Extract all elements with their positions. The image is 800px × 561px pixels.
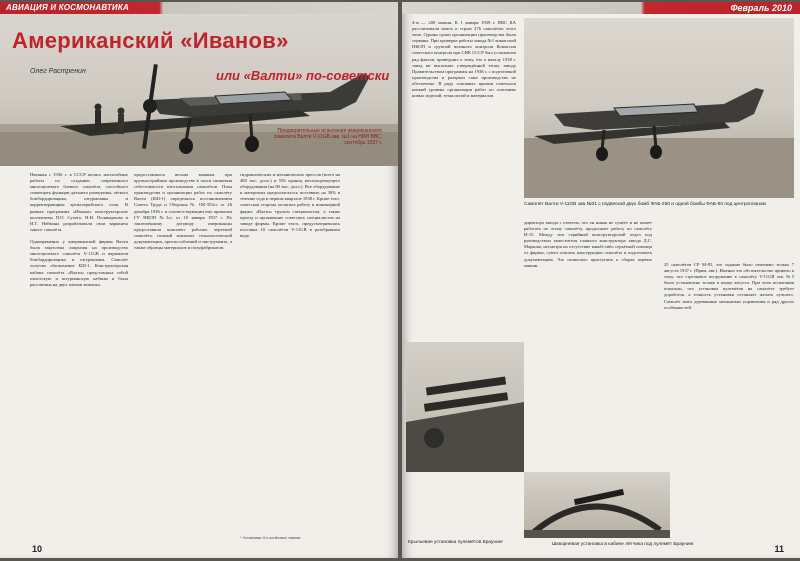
right-page — [402, 2, 800, 558]
article-title-line1: Американский «Иванов» — [12, 28, 289, 53]
right-page-number: 11 — [774, 544, 784, 554]
left-column-2 — [134, 172, 232, 522]
left-footnote: * Установки II-х колёсных танков — [240, 535, 301, 540]
left-page-number: 10 — [32, 544, 43, 554]
left-col1-body: Одновременно у американской фирмы Валти была закуплена лицензия на производство многоцелевого самолёта V-11GB и вариантов бомбардировщика и штурмовика. Самолёт получил обозначение БШ-1. Конструкторская кабина самолёта «Валти» представляла собой пилотскую и штурманскую кабины и была рассчитана на двух членов экипажа. — [30, 239, 128, 287]
right-col1-body: 4-м — 200 машин. К 1 января 1939 г. ВВС КА рассчитывали иметь в строю 276 самолётов этого типа. Однако сроки организации производства были сорваны. При проверке работы завода №1 комиссией НКОП и группой военного контроля Комиссии советского контроля при СНК СССР был установлен ряд фактов, приведших к тому, что к началу 1938 г. завод не выполнил утверждённой этому заводу Правительством программы на 1938 г. с подготовкой производства и разорвал само производство не обеспечено. В ряду основных причин отмечался низкий уровень организации работ по освоению новых изделий, технологий и материалов. — [412, 20, 516, 99]
hero-photo-caption: Предварительные испытания американского самолёта Валти V-11GB зав. №1 на НИИ ВВС, сентябрь 1937 г. — [273, 128, 382, 146]
left-col2-body: предоставлялся весьма важным при крупносерийном производстве в части снижения себестоимости изготовления самолётов. План производства и организации работ по самолёту Валти (БШ-1) определялся постановлением Совета Труда и Обороны № ОК-353сс от 26 декабря 1936 г. и соответствующим ему приказом ГУ НКОП №3сс от 10 января 1937 г. По заключённому договору американцы предоставили комплект рабочих чертежей самолёта, полный комплект технологической документации, приспособлений и инструмента, а также образцы материалов и полуфабрикатов. — [134, 172, 232, 251]
article-author: Олег Растренин — [30, 68, 86, 75]
left-column-3 — [240, 172, 340, 522]
article-title-line2: или «Валти» по-советски — [216, 68, 390, 83]
right-header-bar — [402, 2, 800, 14]
left-col3-body: гидравлических и механических прессов (всего на 480 тыс. долл.) и 556 единиц металлорежущего оборудования (на 80 тыс. долл.). Все оборудование и материалы предполагалось поставить на 30% в течение года и первом квартале 1938 г. Кроме того, советская сторона оплатила работу в инженерной фирме «Валти» группы специалистов, а также проезд и проживание советских специалистов на заводе фирмы. Кроме этого, предусматривалась поставка 10 самолётов V-11GB в разобранном виде. — [240, 172, 341, 238]
left-column-1 — [30, 172, 128, 544]
issue-date: Февраль 2010 — [730, 3, 792, 13]
cockpit-mount-photo — [524, 472, 670, 538]
right-column-1 — [412, 20, 516, 350]
right-column-3 — [664, 262, 794, 532]
right-col3-body: 25 самолётов СР М-85, это задание было отменено только 7 августа 1937 г. (Прим. авт.). Именно это обстоятельство привело к тому, что стрелковое вооружение к самолёту V-11GB зав. №5 было установлено только в конце августа. При этом испытания показали, что установка пулемётов на самолёте требует доработок, а точность установки оставляет желать лучшего. Самолёт имел деревянные механизмы управления и ряд других особенностей. — [664, 262, 794, 310]
rubric-label: АВИАЦИЯ И КОСМОНАВТИКА — [6, 3, 129, 12]
wing-guns-photo — [406, 342, 524, 472]
aircraft-field-photo — [524, 18, 794, 198]
wing-guns-caption: Крыльевая установка пулемётов Браунинг — [408, 540, 504, 545]
left-col1-intro: Начиная с 1936 г. в СССР велись масштабные работы по созданию современного многоцелевого боевого самолёта, способного совмещать функции дальнего разведчика, лёгкого бомбардировщика, штурмовика и корректировщика артиллерийского огня. В рамках программы «Иванов» конструкторские коллективы П.О. Сухого, Н.Н. Поликарпова и И.Г. Неймана разрабатывали свои варианты такого самолёта. — [30, 172, 128, 232]
left-header-bar — [0, 2, 398, 14]
right-col2-body: директора завода с ответом, что он никак не сумеет и не может работать по этому самолёту, продолжает работу по самолёту И-15. Между тем серийный конструкторский отдел под руководством заместителя главного конструктора завода Д.С. Маркова, несмотря на отсутствие какой-либо серьёзной помощи от фирмы, сумел освоить конструкцию самолёта и подготовить документацию. Это позволило приступить к сборке первых машин. — [524, 220, 652, 268]
aircraft-field-caption: Самолёт Валти V-11GB зав.№31 с подвеской двух бомб ФАБ-250 и одной бомбы ФАБ-50 под центропланом — [524, 202, 766, 207]
left-page — [0, 2, 398, 558]
cockpit-mount-caption: Шкворневая установка в кабине лётчика под пулемёт Браунинг — [552, 542, 694, 547]
